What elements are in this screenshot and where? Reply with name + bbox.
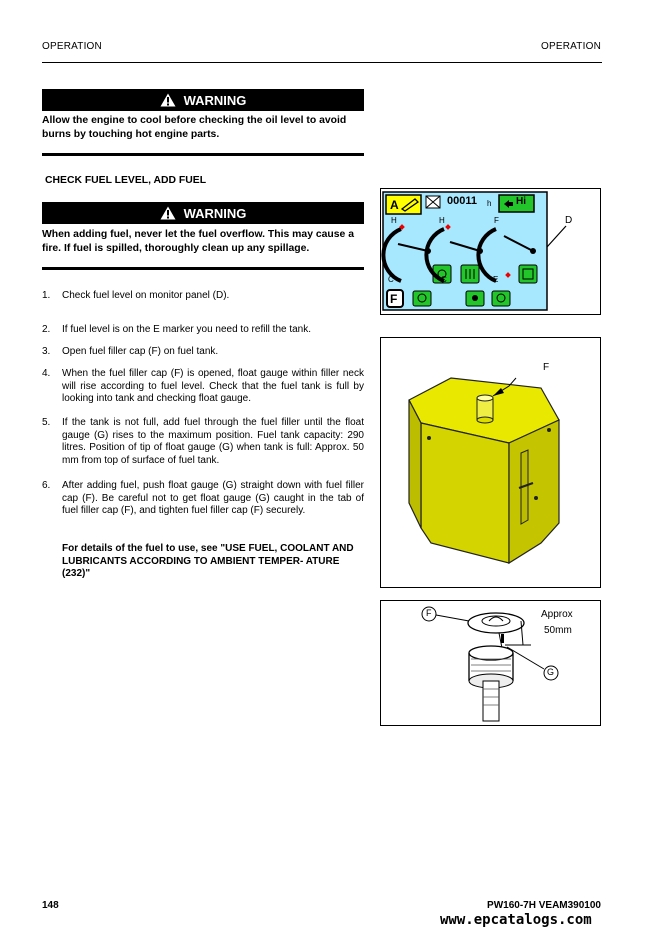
header-right: OPERATION [541,41,601,52]
gauge1-high-mark: H [391,216,397,225]
figure-fuel-tank [380,337,601,588]
step-text: Open fuel filler cap (F) on fuel tank. [62,346,219,357]
step-item [42,368,364,406]
hour-counter: 00011 [447,195,477,207]
dimension-label-line2: 50mm [544,625,572,636]
step-text: Check fuel level on monitor panel (D). [62,290,230,301]
step-text: If the tank is not full, add fuel through the fuel filler until the float gauge (G) rises to the maximum position. Fuel tank capacity: 290 litres. Position of tip of float gauge (G) when tank is full: Approx. 50 mm from top of surface of fuel tank. [62,417,364,466]
step-text: If fuel level is on the E marker you need to refill the tank. [62,324,312,335]
figure-monitor-panel [380,188,601,315]
warning-triangle-icon [160,206,176,220]
fuel-gauge-empty-mark: E [493,275,499,284]
warning-rule-1 [42,153,364,156]
callout-d: D [565,215,573,226]
step-number: 5. [42,417,51,428]
step-item [42,480,364,518]
hi-label: Hi [516,196,526,207]
gauge1-low-mark: C [388,275,394,284]
warning-banner-2 [42,202,364,224]
warning-banner-1 [42,89,364,111]
step-number: 2. [42,324,51,335]
gauge2-low-mark: C [441,275,447,284]
figure-filler-cap [380,600,601,726]
warning-text-2: When adding fuel, never let the fuel overflow. This may cause a fire. If fuel is spilled, thoroughly clean up any spillage. [42,229,354,254]
fuel-tank-drawing [381,338,600,587]
step-number: 6. [42,480,51,491]
warning-triangle-icon [160,93,176,107]
warning-rule-2 [42,267,364,270]
fuel-gauge-full-mark: F [494,216,499,225]
gauge2-high-mark: H [439,216,445,225]
fuel-note: For details of the fuel to use, see "USE FUEL, COOLANT AND LUBRICANTS ACCORDING TO AMBIENT TEMPER- ATURE (232)" [62,543,354,579]
step-item [42,417,364,467]
section-title: CHECK FUEL LEVEL, ADD FUEL [45,175,207,186]
svg-text:A: A [390,198,399,212]
watermark: www.epcatalogs.com [440,912,592,928]
warning-label-1: WARNING [183,92,247,108]
step-number: 4. [42,368,51,379]
callout-f: F [426,608,432,618]
fuel-badge-text: F [390,292,398,306]
header-left: OPERATION [42,41,102,52]
callout-f: F [543,362,550,373]
step-item [42,324,364,337]
header-divider [42,62,602,63]
warning-label-2: WARNING [183,205,247,221]
warning-text-1: Allow the engine to cool before checking the oil level to avoid burns by touching hot engine parts. [42,115,347,140]
step-text: When the fuel filler cap (F) is opened, float gauge within filler neck will rise according to fuel level. Check that the fuel tank is full by looking into tank and checking float gauge. [62,368,364,404]
model-code: PW160-7H VEAM390100 [487,900,601,911]
step-item [42,290,364,303]
dimension-label-line1: Approx [541,609,573,620]
step-number: 3. [42,346,51,357]
page-number: 148 [42,900,59,911]
hour-unit: h [487,199,492,208]
callout-g: G [547,667,555,677]
step-text: After adding fuel, push float gauge (G) straight down with fuel filler cap (F). Be careful not to get float gauge (G) caught in the tab of fuel filler cap (F), and tighten fuel filler cap (F) securely. [62,480,364,516]
step-item [42,346,364,359]
step-number: 1. [42,290,51,301]
